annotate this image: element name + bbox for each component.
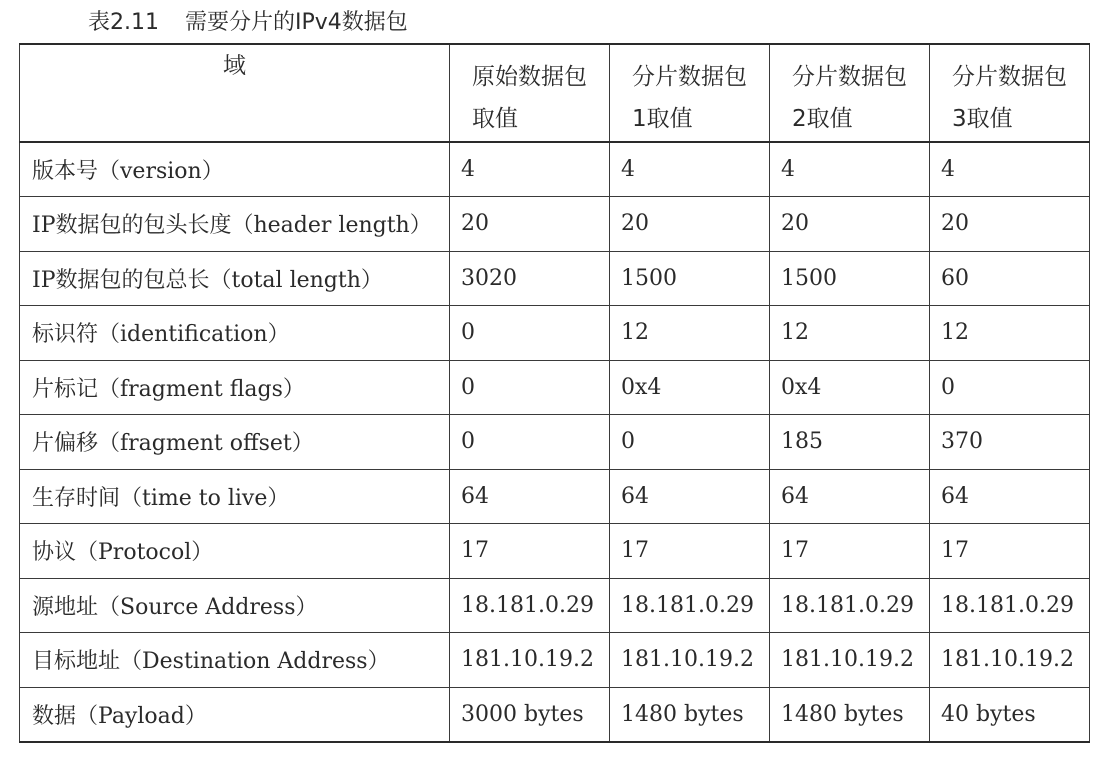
column-header-original: 原始数据包取值 xyxy=(450,44,610,142)
cell-fragment-1-value: 17 xyxy=(610,524,770,579)
cell-fragment-3-value: 40 bytes xyxy=(930,687,1090,742)
cell-original-value: 0 xyxy=(450,415,610,470)
column-header-field: 域 xyxy=(20,44,450,142)
cell-original-value: 17 xyxy=(450,524,610,579)
cell-original-value: 3020 xyxy=(450,251,610,306)
table-row xyxy=(20,415,1090,470)
cell-original-value: 4 xyxy=(450,142,610,197)
table-row xyxy=(20,360,1090,415)
cell-fragment-1-value: 0x4 xyxy=(610,360,770,415)
cell-field: IP数据包的包总长（total length） xyxy=(20,251,450,306)
cell-original-value: 18.181.0.29 xyxy=(450,578,610,633)
table-row xyxy=(20,687,1090,742)
cell-fragment-3-value: 12 xyxy=(930,306,1090,361)
cell-fragment-2-value: 181.10.19.2 xyxy=(770,633,930,688)
column-header-fragment-3: 分片数据包3取值 xyxy=(930,44,1090,142)
table-row xyxy=(20,251,1090,306)
cell-field: IP数据包的包头长度（header length） xyxy=(20,197,450,252)
cell-fragment-1-value: 64 xyxy=(610,469,770,524)
table-row xyxy=(20,142,1090,197)
cell-fragment-2-value: 185 xyxy=(770,415,930,470)
cell-fragment-2-value: 12 xyxy=(770,306,930,361)
ipv4-fragment-table xyxy=(19,43,1090,743)
table-header-row xyxy=(20,44,1090,142)
cell-fragment-3-value: 17 xyxy=(930,524,1090,579)
column-header-fragment-1: 分片数据包1取值 xyxy=(610,44,770,142)
cell-fragment-2-value: 64 xyxy=(770,469,930,524)
cell-field: 目标地址（Destination Address） xyxy=(20,633,450,688)
table-title: 需要分片的IPv4数据包 xyxy=(185,10,408,35)
cell-field: 生存时间（time to live） xyxy=(20,469,450,524)
cell-field: 协议（Protocol） xyxy=(20,524,450,579)
cell-fragment-2-value: 20 xyxy=(770,197,930,252)
cell-fragment-1-value: 181.10.19.2 xyxy=(610,633,770,688)
cell-fragment-2-value: 4 xyxy=(770,142,930,197)
cell-fragment-3-value: 64 xyxy=(930,469,1090,524)
cell-field: 片偏移（fragment offset） xyxy=(20,415,450,470)
cell-fragment-2-value: 18.181.0.29 xyxy=(770,578,930,633)
cell-fragment-1-value: 12 xyxy=(610,306,770,361)
table-row xyxy=(20,469,1090,524)
cell-fragment-3-value: 0 xyxy=(930,360,1090,415)
cell-fragment-2-value: 1500 xyxy=(770,251,930,306)
cell-fragment-3-value: 370 xyxy=(930,415,1090,470)
cell-fragment-3-value: 60 xyxy=(930,251,1090,306)
cell-original-value: 64 xyxy=(450,469,610,524)
cell-field: 片标记（fragment flags） xyxy=(20,360,450,415)
table-row xyxy=(20,306,1090,361)
cell-original-value: 181.10.19.2 xyxy=(450,633,610,688)
cell-fragment-1-value: 4 xyxy=(610,142,770,197)
table-row xyxy=(20,524,1090,579)
cell-field: 数据（Payload） xyxy=(20,687,450,742)
table-body xyxy=(20,142,1090,742)
cell-fragment-3-value: 4 xyxy=(930,142,1090,197)
cell-field: 标识符（identification） xyxy=(20,306,450,361)
table-row xyxy=(20,578,1090,633)
cell-original-value: 20 xyxy=(450,197,610,252)
cell-original-value: 0 xyxy=(450,306,610,361)
cell-fragment-3-value: 20 xyxy=(930,197,1090,252)
cell-fragment-1-value: 1480 bytes xyxy=(610,687,770,742)
cell-fragment-1-value: 20 xyxy=(610,197,770,252)
table-row xyxy=(20,633,1090,688)
cell-original-value: 3000 bytes xyxy=(450,687,610,742)
cell-fragment-2-value: 1480 bytes xyxy=(770,687,930,742)
cell-fragment-3-value: 181.10.19.2 xyxy=(930,633,1090,688)
cell-fragment-2-value: 17 xyxy=(770,524,930,579)
table-row xyxy=(20,197,1090,252)
cell-fragment-2-value: 0x4 xyxy=(770,360,930,415)
column-header-fragment-2: 分片数据包2取值 xyxy=(770,44,930,142)
cell-field: 源地址（Source Address） xyxy=(20,578,450,633)
table-number: 表2.11 xyxy=(88,10,159,35)
cell-original-value: 0 xyxy=(450,360,610,415)
cell-field: 版本号（version） xyxy=(20,142,450,197)
cell-fragment-1-value: 1500 xyxy=(610,251,770,306)
cell-fragment-1-value: 0 xyxy=(610,415,770,470)
cell-fragment-3-value: 18.181.0.29 xyxy=(930,578,1090,633)
cell-fragment-1-value: 18.181.0.29 xyxy=(610,578,770,633)
table-caption xyxy=(88,6,408,40)
